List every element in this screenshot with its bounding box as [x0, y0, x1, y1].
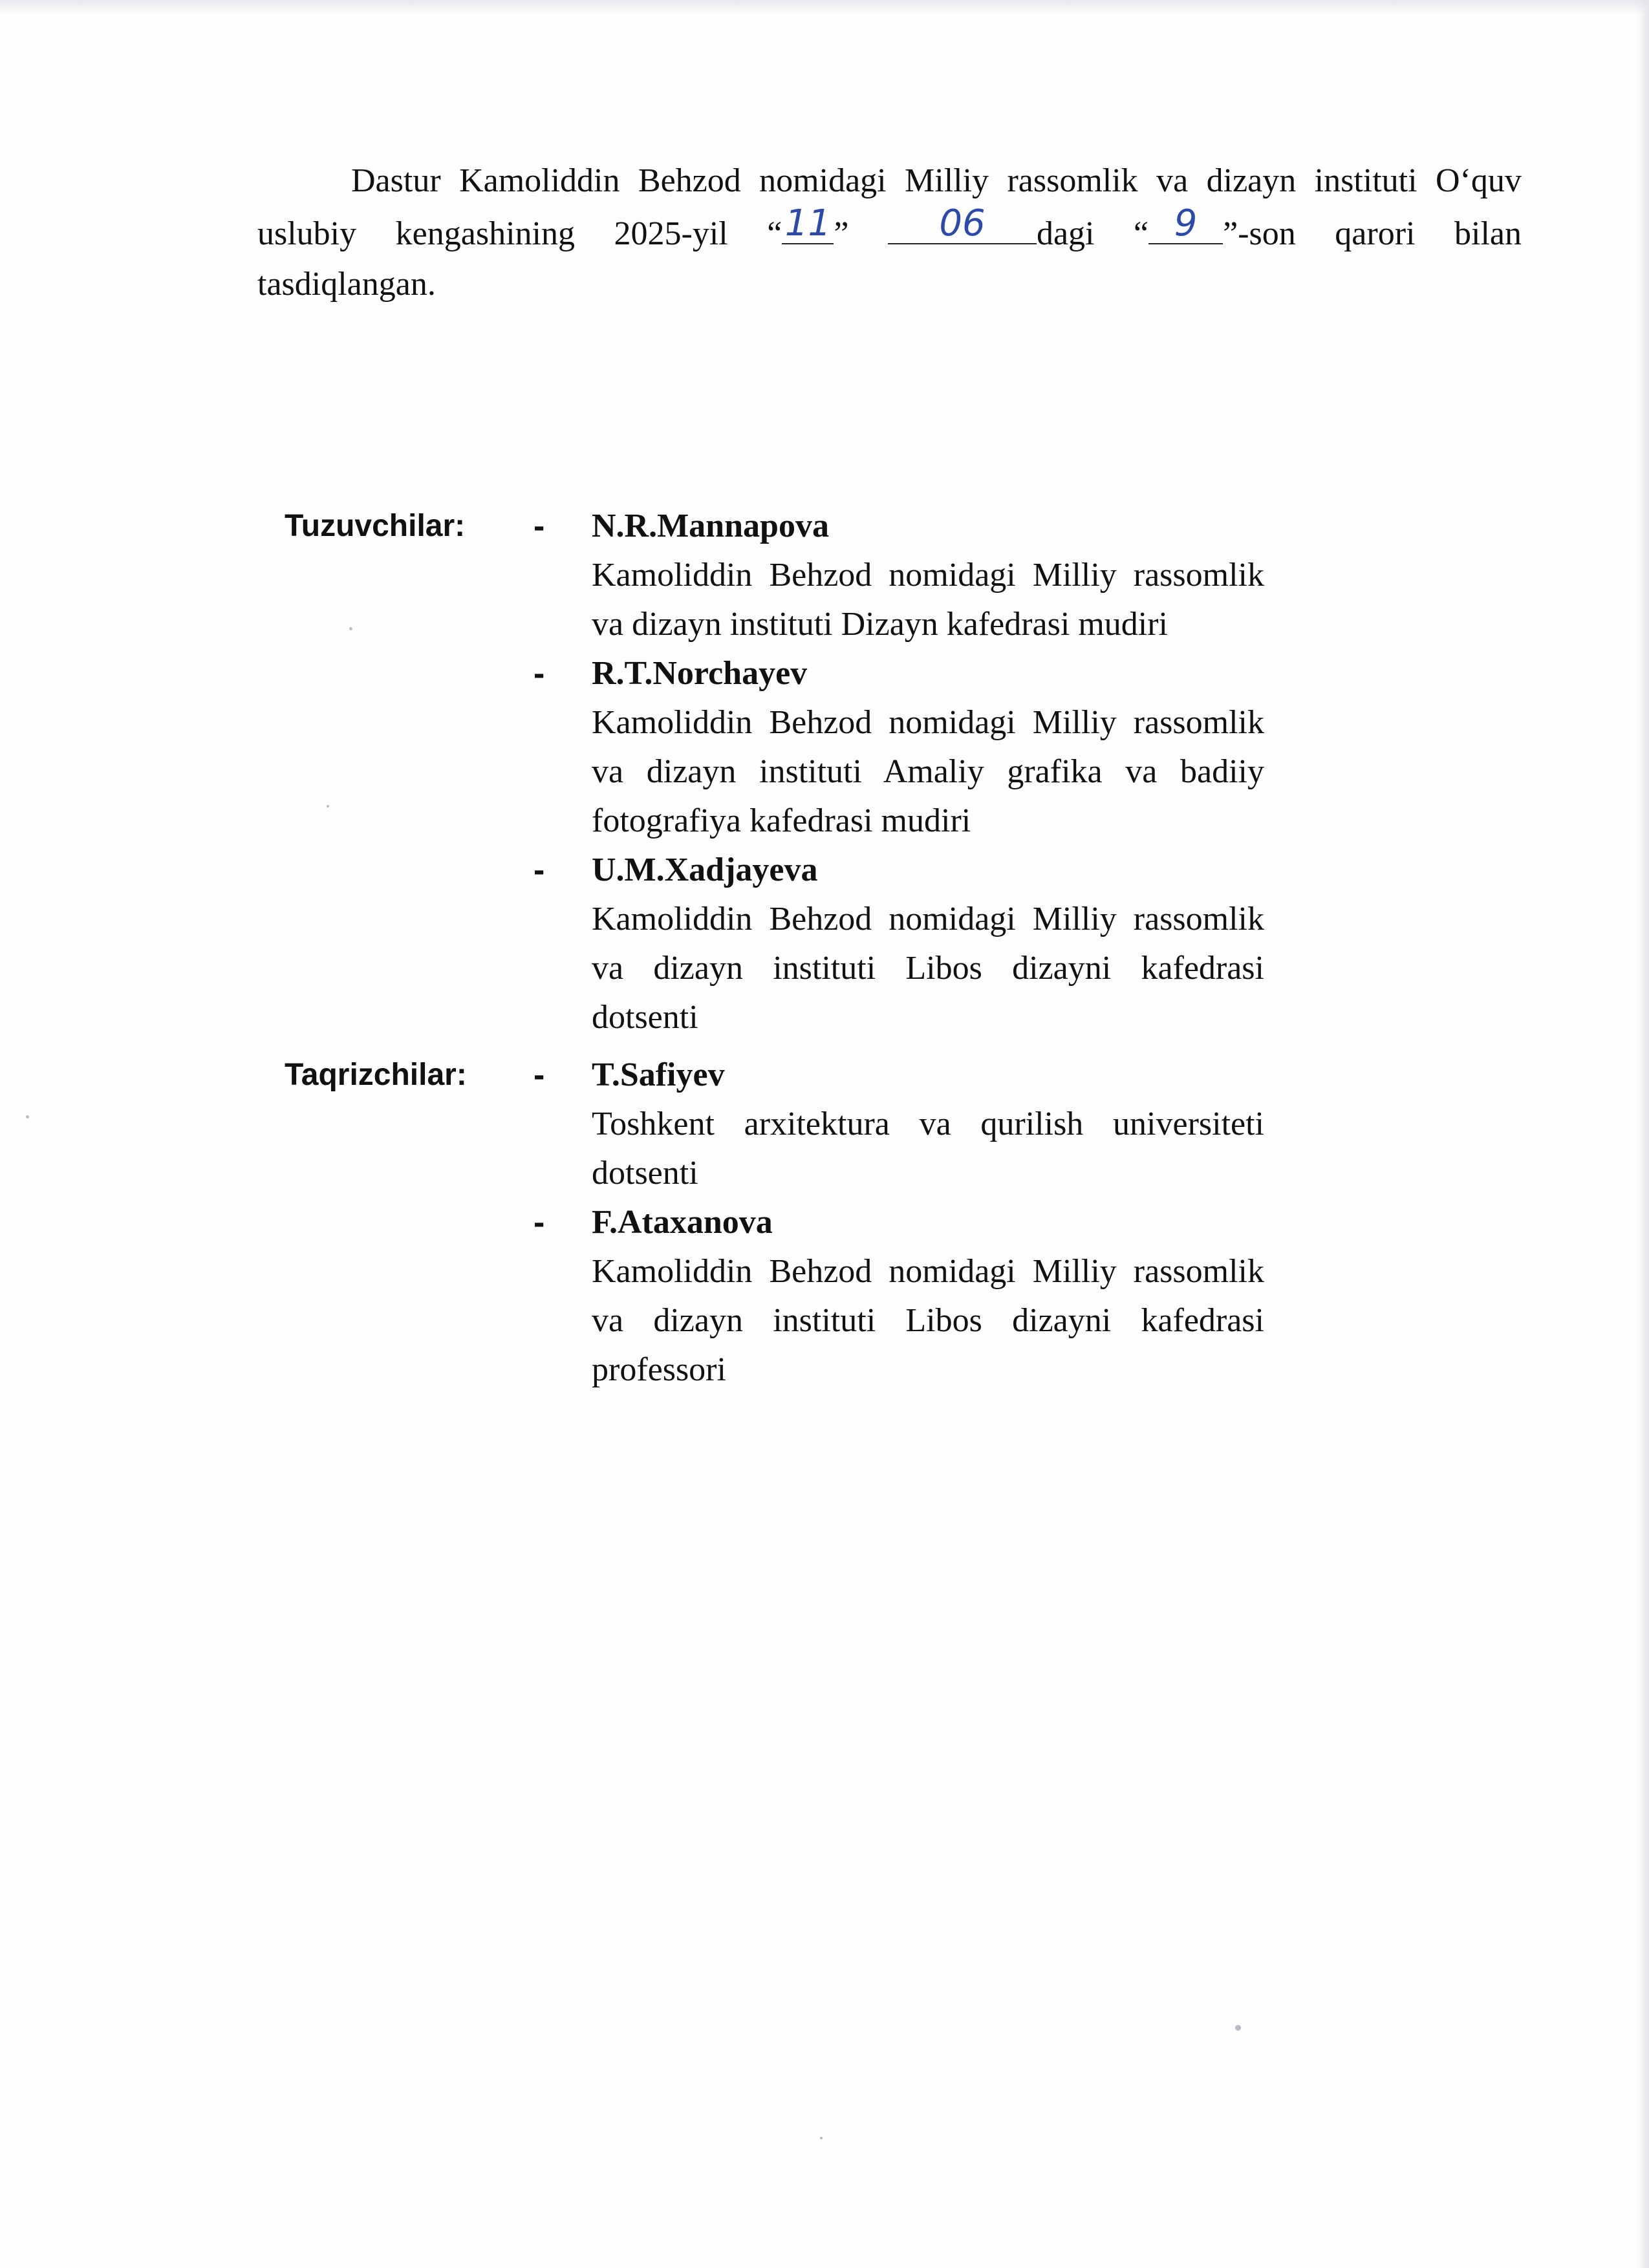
- reviewers-heading: Taqrizchilar:: [285, 1058, 467, 1092]
- reviewer-entry: [534, 1198, 1264, 1395]
- approval-line-3: [257, 259, 1522, 310]
- list-dash: -: [534, 508, 545, 545]
- quote-open: “: [767, 215, 782, 252]
- approval-line-1: [257, 155, 1522, 207]
- compiler-name: R.T.Norchayev: [592, 655, 808, 692]
- scan-speck: [349, 627, 352, 630]
- approval-word: dizayn: [1206, 162, 1297, 199]
- approval-word: Milliy: [905, 162, 989, 199]
- approval-word: ”-son: [1223, 215, 1296, 252]
- approval-word: O‘quv: [1436, 162, 1522, 199]
- quote-close: ”: [834, 215, 849, 252]
- reviewer-entry: [534, 1051, 1264, 1198]
- number-blank: [1148, 202, 1223, 244]
- compiler-name: U.M.Xadjayeva: [592, 851, 818, 888]
- day-group: [767, 202, 849, 260]
- reviewer-position: Toshkent arxitektura va qurilish universiteti dotsenti: [592, 1106, 1264, 1192]
- approval-paragraph: [257, 155, 1522, 310]
- compiler-entry: [534, 502, 1264, 649]
- approval-word: va: [1156, 162, 1189, 199]
- compiler-entry: [534, 649, 1264, 846]
- approval-word: kengashining: [395, 215, 575, 252]
- day-blank: [782, 202, 834, 244]
- scan-right-edge: [1637, 0, 1649, 2268]
- approval-word: Kamoliddin: [459, 162, 620, 199]
- scan-speck: [26, 1115, 29, 1118]
- reviewers-list: [534, 1051, 1264, 1395]
- approval-word: Dastur: [351, 162, 441, 199]
- handwritten-day: 11: [784, 202, 831, 244]
- approval-word: tasdiqlangan.: [257, 266, 436, 303]
- approval-word: instituti: [1314, 162, 1417, 199]
- compiler-position: Kamoliddin Behzod nomidagi Milliy rassomlik va dizayn instituti Dizayn kafedrasi mudiri: [592, 557, 1264, 643]
- approval-word: qarori: [1335, 215, 1416, 252]
- reviewer-name: T.Safiyev: [592, 1056, 725, 1093]
- scan-speck: [327, 805, 329, 808]
- compiler-position: Kamoliddin Behzod nomidagi Milliy rassomlik va dizayn instituti Amaliy grafika va badiiy fotografiya kafedrasi mudiri: [592, 704, 1264, 839]
- reviewer-name: F.Ataxanova: [592, 1204, 773, 1241]
- scan-top-edge: [0, 0, 1649, 14]
- list-dash: -: [534, 1204, 545, 1241]
- month-group: [888, 202, 1095, 260]
- approval-word: uslubiy: [257, 215, 357, 252]
- compilers-list: [534, 502, 1264, 1042]
- list-dash: -: [534, 655, 545, 692]
- reviewer-position: Kamoliddin Behzod nomidagi Milliy rassomlik va dizayn instituti Libos dizayni kafedrasi professori: [592, 1253, 1264, 1388]
- compiler-entry: [534, 846, 1264, 1042]
- compiler-name: N.R.Mannapova: [592, 508, 829, 544]
- quote-open: “: [1134, 215, 1149, 252]
- approval-word: dagi: [1036, 215, 1095, 252]
- approval-word: nomidagi: [759, 162, 887, 199]
- compiler-position: Kamoliddin Behzod nomidagi Milliy rassomlik va dizayn instituti Libos dizayni kafedrasi dotsenti: [592, 901, 1264, 1036]
- list-dash: -: [534, 851, 545, 889]
- number-group: [1134, 202, 1296, 260]
- approval-word: Behzod: [638, 162, 741, 199]
- scan-speck: [1235, 2025, 1241, 2031]
- approval-word: bilan: [1454, 215, 1522, 252]
- approval-word: 2025-yil: [614, 215, 728, 252]
- compilers-heading: Tuzuvchilar:: [285, 509, 466, 543]
- approval-line-2: [257, 202, 1522, 259]
- scan-speck: [820, 2137, 823, 2139]
- list-dash: -: [534, 1056, 545, 1094]
- approval-word: rassomlik: [1007, 162, 1138, 199]
- month-blank: [888, 202, 1037, 244]
- handwritten-number: 9: [1174, 202, 1198, 244]
- handwritten-month: 06: [939, 202, 986, 244]
